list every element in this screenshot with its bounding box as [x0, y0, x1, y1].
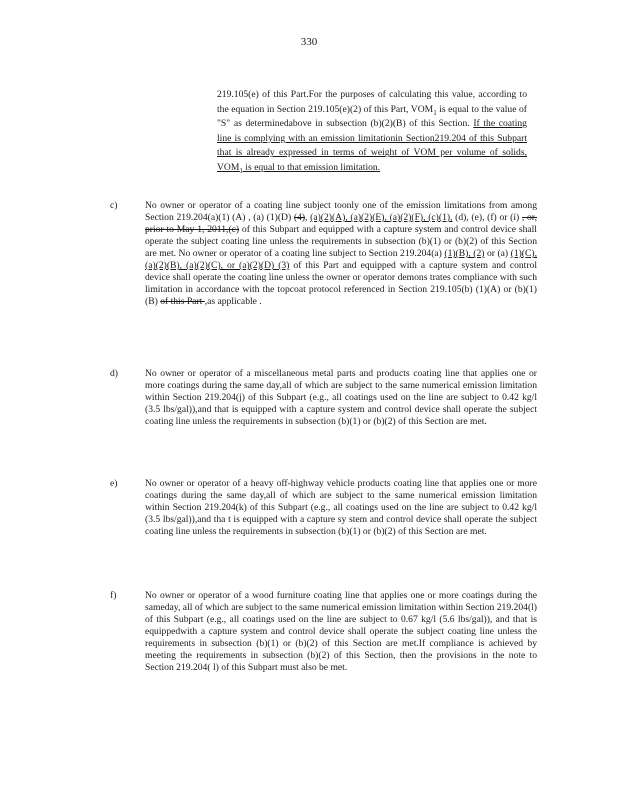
paragraph-e-marker: e) [110, 478, 118, 489]
intro-underlined-1: If the coating line is complying with an emission limitationin Section219.204 of this Subpart that is already expressed in terms of weight of VOM per volume of solids, VOM [217, 118, 527, 173]
paragraph-f-text: No owner or operator of a wood furniture coating line that applies one or more coatings during the sameday, all of which are subject to the same numerical emission limitation within Section 219.204(l) of this Subpart (e.g., all coatings used on the line are subject to 0.67 kg/l (5.6 lbs/gal)), and that is equippedwith a capture system and control device shall operate the subject coating line unless the requirements in subsection (b)(1) or (b)(2) of this Section are met.If compliance is achieved by meeting the requirements in subsection (b)(2) of this Section, then the provisions in the note to Section 219.204( l) of this Subpart must also be met. [145, 590, 537, 673]
paragraph-c-text [145, 200, 537, 308]
paragraph-c-text-5: or (a) [484, 248, 511, 259]
paragraph-c-text-6: of this Part and equipped with a capture system and control device shall operate the coating line unless the owner or operator demons trates compliance with such limitation in accordance with the topcoat protocol referenced in Section 219.105(b) (1)(A) or (b)(1)(B) [145, 260, 538, 307]
intro-underlined-2: is equal to that emission limitation. [242, 161, 381, 173]
paragraph-c-text-3: (d), (e), (f) or (i) [452, 212, 522, 223]
paragraph-c-text-2: , [305, 212, 311, 223]
paragraph-c-text-7: ,as applicable . [204, 296, 262, 307]
paragraph-e-text: No owner or operator of a heavy off-highway vehicle products coating line that applies one or more coatings during the same day,all of which are subject to the same numerical emission limitation within Section 219.204(k) of this Subpart (e.g., all coatings used on the line are subject to 0.42 kg/l (3.5 lbs/gal)),and tha t is equipped with a capture sy stem and control device shall operate the subject coating line unless the requirements in subsection (b)(1) or (b)(2) of this Section are met. [145, 478, 537, 537]
intro-text-1: 219.105(e) of this Part.For the purposes of calculating this value, according to the equation in Section 219.105(e)(2) of this Part, VOM [217, 89, 527, 115]
page-number: 330 [300, 36, 318, 48]
paragraph-d-marker: d) [110, 368, 118, 379]
intro-paragraph [217, 88, 527, 176]
paragraph-c-text-4: of this Subpart and equipped with a capture system and control device shall operate the subject coating line unless the requirements in subsection (b)(1) or (b)(2) of this Section are met. No owner or operator of a coating line subject to Section 219.204(a) [145, 224, 537, 259]
intro-subscript-1: 1 [433, 108, 437, 117]
paragraph-c-struck-3: of this Part [160, 296, 205, 307]
paragraph-c-text-1: No owner or operator of a coating line subject toonly one of the emission limitations from among Section 219.204(a)(1) (A) , (a) (1)(D) [145, 200, 537, 223]
paragraph-c-marker: c) [110, 200, 118, 211]
paragraph-f-marker: f) [110, 590, 117, 601]
paragraph-d-text: No owner or operator of a miscellaneous metal parts and products coating line that applies one or more coatings during the same day,all of which are subject to the same numerical emission limitation within Section 219.204(j) of this Subpart (e.g., all coatings used on the line are subject to 0.42 kg/l (3.5 lbs/gal)),and that is equipped with a capture system and control device shall operate the subject coating line unless the requirements in subsection (b)(1) or (b)(2) of this Section are met. [145, 368, 537, 427]
paragraph-c-underlined-2: (1)(B), (2) [444, 248, 485, 259]
paragraph-c-struck-1: (4) [293, 212, 306, 223]
paragraph-c-underlined-3: (1)(C), (a)(2)(B), (a)(2)(C), or (a)(2)(D) (3) [145, 248, 537, 271]
intro-subscript-2: 1 [239, 166, 243, 175]
paragraph-c-underlined-1: (a)(2)(A), (a)(2)(E), (a)(2)(F), (c)(1), [310, 212, 453, 223]
paragraph-c-struck-2: , or, prior to May 1, 2011,(c) [145, 212, 538, 235]
intro-text-2: is equal to the value of "S" as determinedabove in subsection (b)(2)(B) of this Section. [217, 103, 527, 130]
